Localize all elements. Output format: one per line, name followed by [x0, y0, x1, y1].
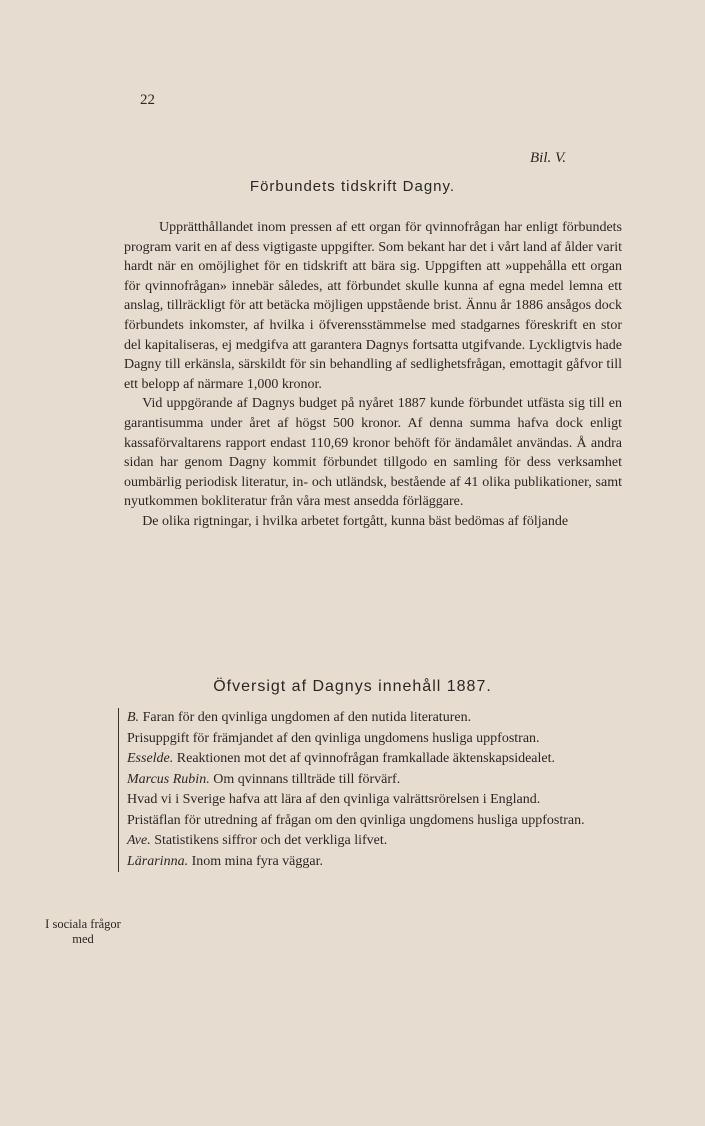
- contents-entry: [127, 729, 635, 750]
- entry-author: B.: [127, 710, 140, 725]
- page-number: 22: [140, 92, 155, 108]
- contents-entry: [127, 831, 635, 852]
- entry-title: Inom mina fyra väggar.: [191, 853, 323, 869]
- entry-author: Esselde.: [127, 751, 174, 766]
- contents-entry: [127, 790, 635, 811]
- entry-title: Faran för den qvinliga ungdomen af den nutida literaturen.: [142, 710, 472, 725]
- contents-entry: [127, 811, 635, 832]
- entry-title: Hvad vi i Sverige hafva att lära af den qvinliga valrättsrörelsen i England.: [127, 792, 541, 807]
- contents-entry: [127, 852, 635, 873]
- contents-entry: [127, 749, 635, 770]
- entry-title: Pristäflan för utredning af frågan om den qvinliga ungdomens husliga uppfostran.: [127, 812, 585, 828]
- body-text: [124, 218, 622, 532]
- section-title: Förbundets tidskrift Dagny.: [249, 178, 456, 195]
- appendix-label: Bil. V.: [530, 150, 566, 166]
- entry-author: Ave.: [127, 833, 151, 848]
- entry-title: Reaktionen mot det af qvinnofrågan framkallade äktenskapsidealet.: [176, 751, 556, 766]
- entry-title: Om qvinnans tillträde till förvärf.: [213, 771, 401, 787]
- contents-list: [118, 708, 635, 872]
- overview-title: Öfversigt af Dagnys innehåll 1887.: [213, 678, 492, 695]
- entry-author: Marcus Rubin.: [127, 771, 210, 787]
- margin-note: I sociala frågor med: [45, 917, 121, 946]
- paragraph: De olika rigtningar, i hvilka arbetet fortgått, kunna bäst bedömas af följande: [142, 513, 569, 529]
- entry-title: Statistikens siffror och det verkliga lifvet.: [154, 833, 388, 848]
- entry-title: Prisuppgift för främjandet af den qvinliga ungdomens husliga uppfostran.: [127, 730, 540, 746]
- entry-author: Lärarinna.: [127, 853, 189, 869]
- contents-entry: [127, 770, 635, 791]
- contents-entry: [127, 708, 635, 729]
- paragraph: Vid uppgörande af Dagnys budget på nyåret 1887 kunde förbundet utfästa sig till en garantisumma under året af högst 500 kronor. Af denna summa hafva dock enligt kassaförvaltarens rapport endast 110,69 kronor behöft för ändamålet användas. Å andra sidan har genom Dagny kommit förbundet tillgodo en samling för dess verksamhet oumbärlig periodisk literatur, in- och utländsk, bestående af 41 olika publikationer, samt nyutkommen bokliteratur från våra mest ansedda förläggare.: [124, 396, 622, 510]
- paragraph: Upprätthållandet inom pressen af ett organ för qvinnofrågan har enligt förbundets program varit en af dess vigtigaste uppgifter. Som bekant har det i vårt land af ålder varit hardt när en omöjlighet för en tidskrift att bära sig. Uppgiften att »uppehålla ett organ för qvinnofrågan» innebär således, att förbundet skulle kunna af egna medel lemna ett anslag, tillräckligt för att betäcka möjligen uppstående brist. Ännu år 1886 ansågos dock förbundets inkomster, af hvilka i öfverensstämmelse med stadgarnes föreskrift en stor del kapitaliseras, ej medgifva att garantera Dagnys fortsatta utgifvande. Lyckligtvis hade Dagny till erkänsla, särskildt för sin behandling af sedlighetsfrågan, emottagit gåfvor till ett belopp af närmare 1,000 kronor.: [124, 220, 623, 392]
